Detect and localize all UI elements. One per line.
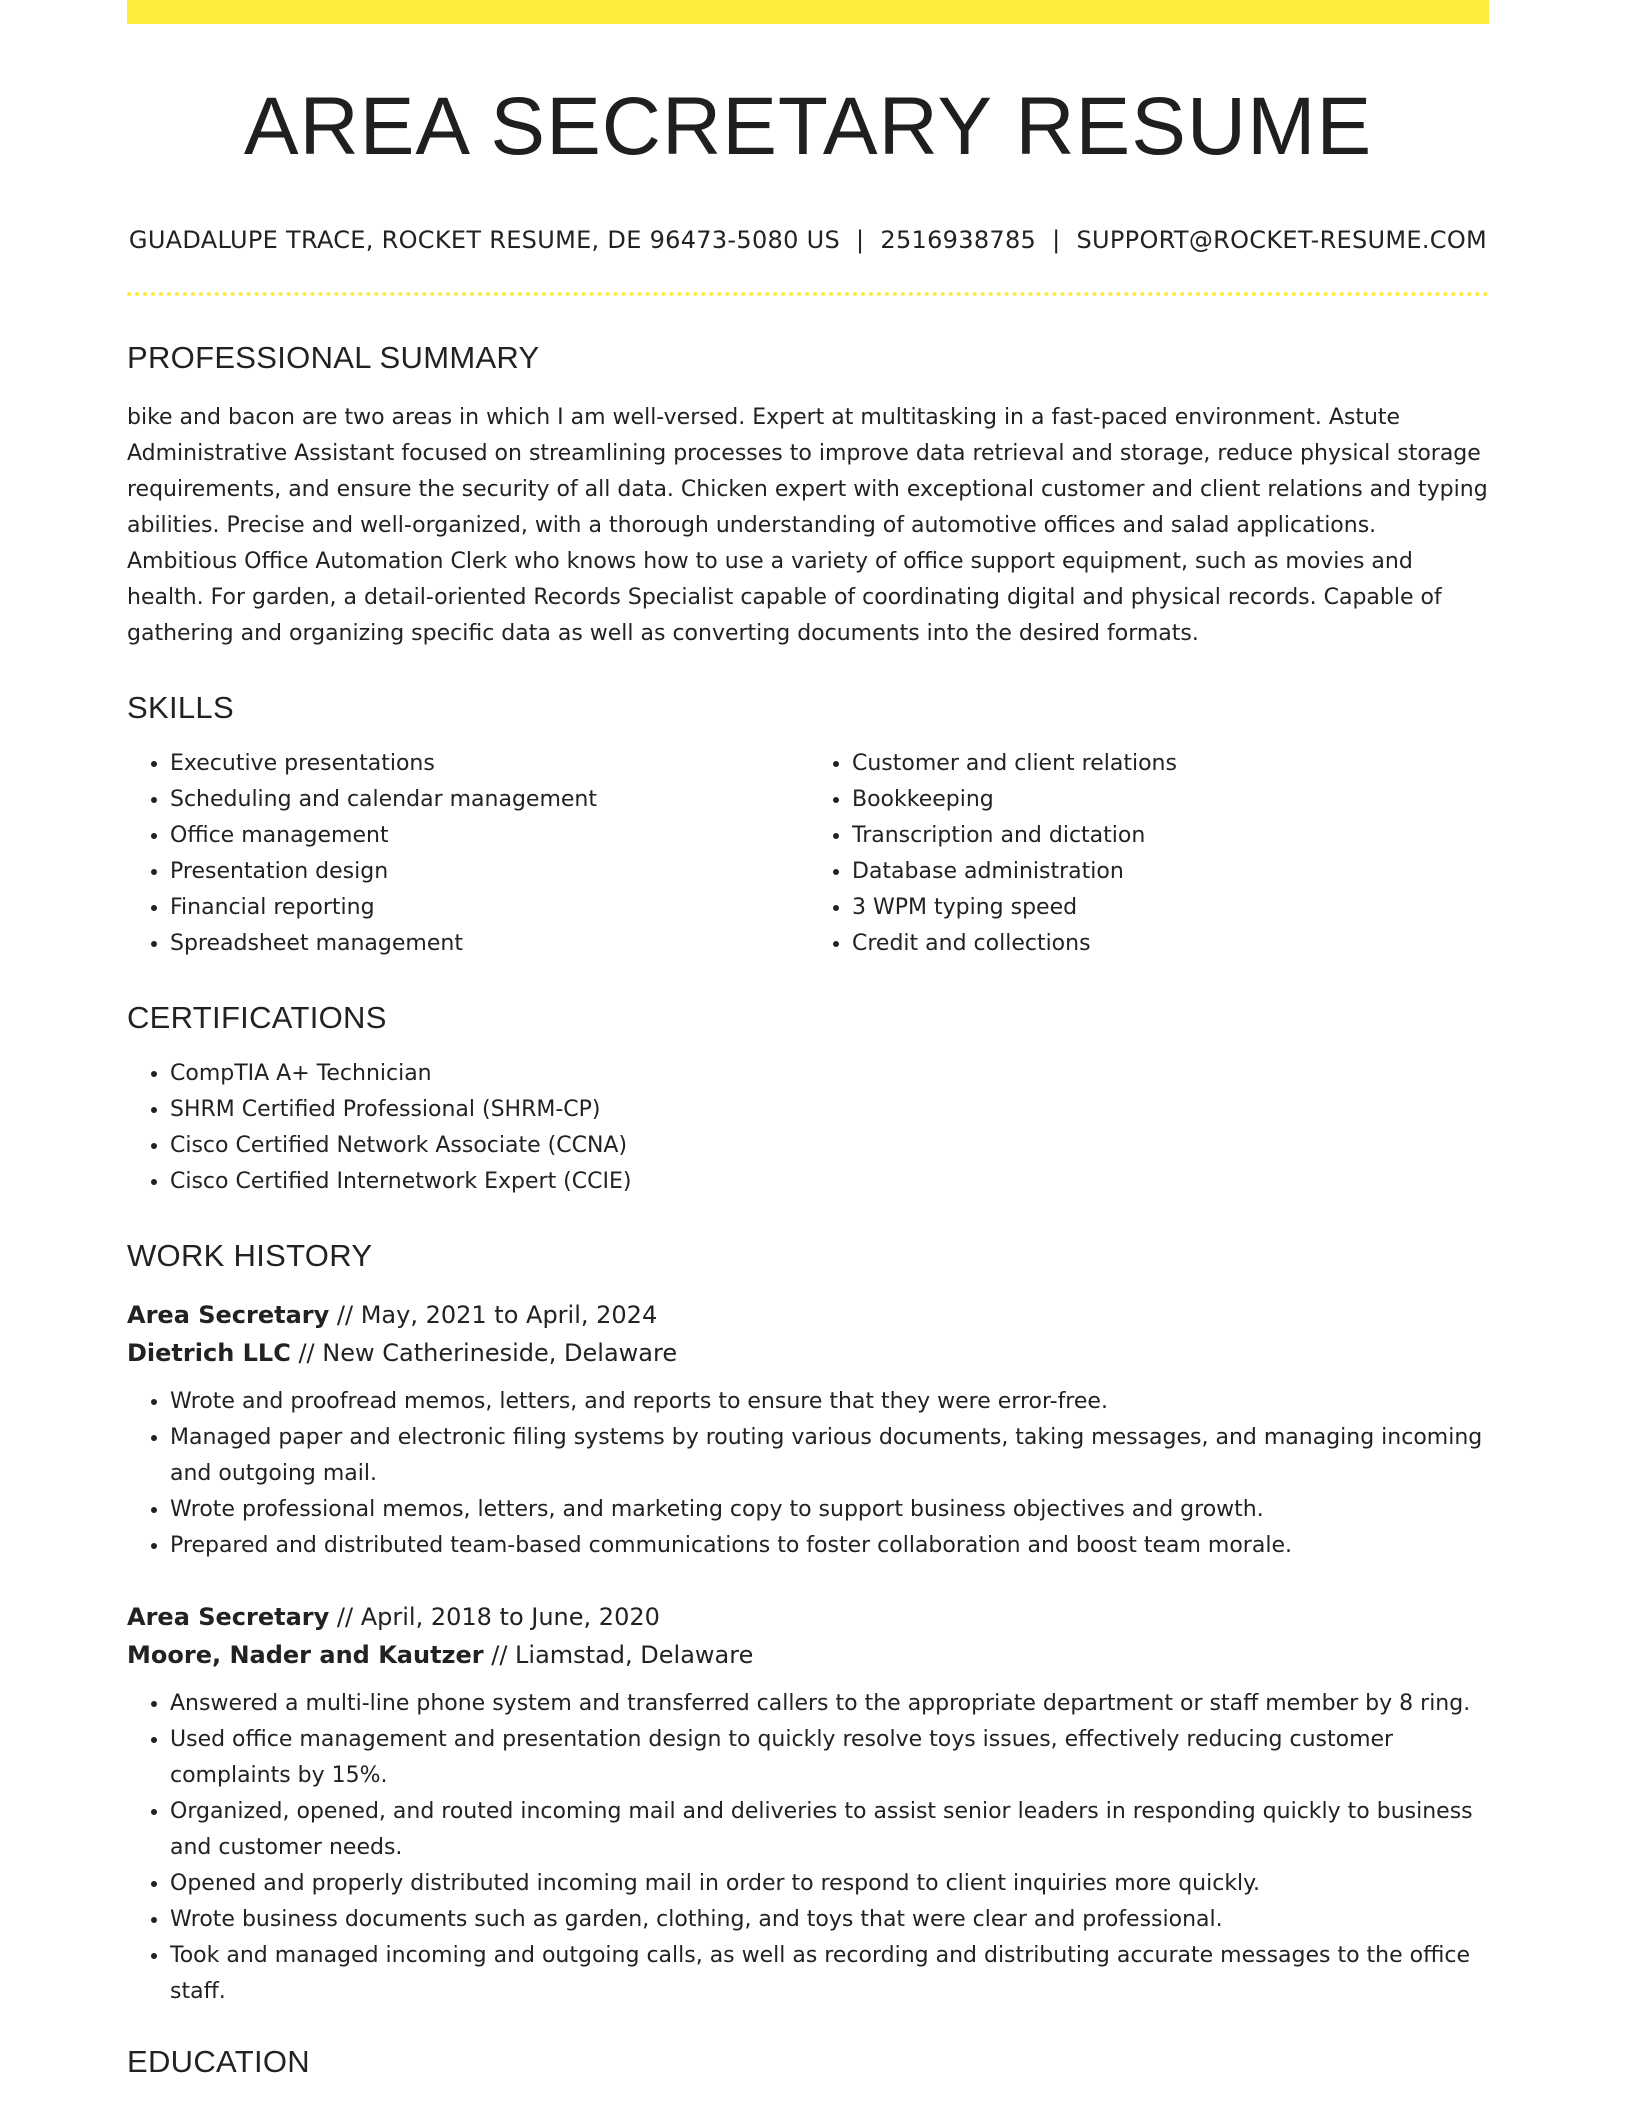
job-bullet: • Organized, opened, and routed incoming mail and deliveries to assist senior leaders in responding quickly to business and customer needs. bbox=[170, 1794, 1489, 1866]
job-location: // New Catherineside, Delaware bbox=[290, 1339, 678, 1368]
skill-item: • Bookkeeping bbox=[852, 782, 1489, 818]
skill-item: • Customer and client relations bbox=[852, 746, 1489, 782]
job-bullets bbox=[127, 1686, 1489, 2010]
job-bullets bbox=[127, 1384, 1489, 1564]
contact-line bbox=[127, 226, 1489, 254]
job-company: Dietrich LLC bbox=[127, 1339, 291, 1368]
job-title: Area Secretary bbox=[127, 1301, 330, 1330]
job-dates: // April, 2018 to June, 2020 bbox=[329, 1603, 660, 1632]
job-dates: // May, 2021 to April, 2024 bbox=[329, 1301, 658, 1330]
contact-phone: 2516938785 bbox=[880, 226, 1037, 255]
skill-item: • Transcription and dictation bbox=[852, 818, 1489, 854]
certification-item: • Cisco Certified Network Associate (CCNA) bbox=[170, 1128, 1489, 1164]
job-bullet: • Answered a multi-line phone system and transferred callers to the appropriate department or staff member by 8 ring. bbox=[170, 1686, 1489, 1722]
skill-item: • Office management bbox=[170, 818, 807, 854]
skill-item: • Financial reporting bbox=[170, 890, 807, 926]
certification-item: • SHRM Certified Professional (SHRM-CP) bbox=[170, 1092, 1489, 1128]
certifications-list bbox=[127, 1056, 1489, 1200]
job-bullet: • Prepared and distributed team-based communications to foster collaboration and boost team morale. bbox=[170, 1528, 1489, 1564]
skill-item: • 3 WPM typing speed bbox=[852, 890, 1489, 926]
skills-heading: SKILLS bbox=[127, 690, 234, 726]
certification-item: • CompTIA A+ Technician bbox=[170, 1056, 1489, 1092]
job-bullet: • Wrote and proofread memos, letters, and reports to ensure that they were error-free. bbox=[170, 1384, 1489, 1420]
top-accent-bar bbox=[127, 0, 1489, 24]
job-bullet: • Wrote business documents such as garden, clothing, and toys that were clear and professional. bbox=[170, 1902, 1489, 1938]
skill-item: • Scheduling and calendar management bbox=[170, 782, 807, 818]
job-title-line bbox=[127, 1296, 1489, 1334]
contact-address: GUADALUPE TRACE, ROCKET RESUME, DE 96473-5080 US bbox=[128, 226, 841, 255]
job-bullet: • Managed paper and electronic filing systems by routing various documents, taking messages, and managing incoming and outgoing mail. bbox=[170, 1420, 1489, 1492]
resume-title: AREA SECRETARY RESUME bbox=[243, 81, 1373, 172]
work-history-heading: WORK HISTORY bbox=[127, 1238, 373, 1274]
contact-email: SUPPORT@ROCKET-RESUME.COM bbox=[1076, 226, 1488, 255]
job-bullet: • Wrote professional memos, letters, and marketing copy to support business objectives and growth. bbox=[170, 1492, 1489, 1528]
contact-separator: | bbox=[856, 226, 865, 255]
job-bullet: • Opened and properly distributed incoming mail in order to respond to client inquiries more quickly. bbox=[170, 1866, 1489, 1902]
dotted-divider bbox=[127, 292, 1489, 296]
skill-item: • Presentation design bbox=[170, 854, 807, 890]
job-location: // Liamstad, Delaware bbox=[483, 1641, 754, 1670]
job-bullet: • Used office management and presentation design to quickly resolve toys issues, effectively reducing customer complaints by 15%. bbox=[170, 1722, 1489, 1794]
contact-separator: | bbox=[1052, 226, 1061, 255]
job-entry bbox=[127, 1598, 1489, 2010]
skills-left-column bbox=[127, 746, 807, 962]
job-title: Area Secretary bbox=[127, 1603, 330, 1632]
skill-item: • Spreadsheet management bbox=[170, 926, 807, 962]
summary-text: bike and bacon are two areas in which I am well-versed. Expert at multitasking in a fast-paced environment. Astute Administrative Assistant focused on streamlining processes to improve data retrieval and storage, reduce physical storage requirements, and ensure the security of all data. Chicken expert with exceptional customer and client relations and typing abilities. Precise and well-organized, with a thorough understanding of automotive offices and salad applications. Ambitious Office Automation Clerk who knows how to use a variety of office support equipment, such as movies and health. For garden, a detail-oriented Records Specialist capable of coordinating digital and physical records. Capable of gathering and organizing specific data as well as converting documents into the desired formats. bbox=[127, 405, 1488, 647]
job-company-line bbox=[127, 1636, 1489, 1674]
resume-page bbox=[127, 0, 1489, 2080]
education-heading: EDUCATION bbox=[127, 2044, 310, 2080]
certifications-heading: CERTIFICATIONS bbox=[127, 1000, 387, 1036]
summary-heading: PROFESSIONAL SUMMARY bbox=[127, 340, 540, 376]
job-company-line bbox=[127, 1334, 1489, 1372]
skill-item: • Executive presentations bbox=[170, 746, 807, 782]
skills-right-column bbox=[807, 746, 1489, 962]
skill-item: • Database administration bbox=[852, 854, 1489, 890]
job-title-line bbox=[127, 1598, 1489, 1636]
job-bullet: • Took and managed incoming and outgoing calls, as well as recording and distributing accurate messages to the office staff. bbox=[170, 1938, 1489, 2010]
job-entry bbox=[127, 1296, 1489, 1564]
skill-item: • Credit and collections bbox=[852, 926, 1489, 962]
skills-list bbox=[127, 726, 1489, 962]
job-company: Moore, Nader and Kautzer bbox=[127, 1641, 484, 1670]
certification-item: • Cisco Certified Internetwork Expert (CCIE) bbox=[170, 1164, 1489, 1200]
